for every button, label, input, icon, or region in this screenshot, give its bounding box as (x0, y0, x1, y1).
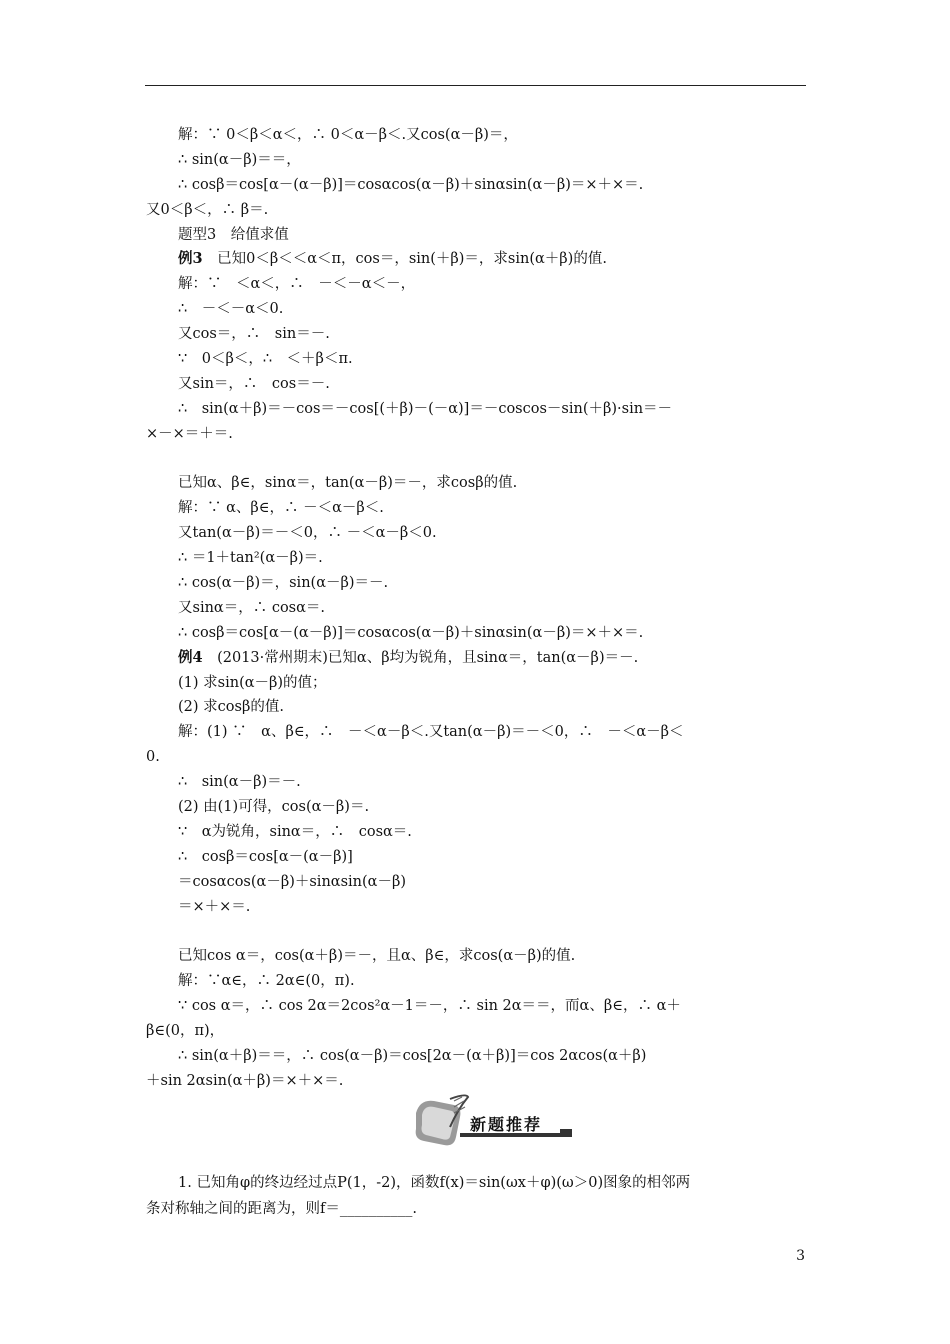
text-line (146, 621, 806, 646)
text-line (146, 596, 806, 621)
text-line (146, 671, 806, 696)
text-line (146, 1069, 806, 1094)
question-1-line-1: 1. 已知角φ的终边经过点P(1，-2)，函数f(x)＝sin(ωx＋φ)(ω＞0)图象的相邻两 (178, 1175, 691, 1191)
line-text: ∵ cos α＝，∴ cos 2α＝2cos²α－1＝－，∴ sin 2α＝＝，而α、β∈，∴ α＋ (178, 998, 681, 1015)
line-text: 解：∵α∈，∴ 2α∈(0，π). (178, 973, 355, 990)
text-line (146, 895, 806, 920)
line-text: ＋sin 2αsin(α＋β)＝×＋×＝. (146, 1072, 344, 1089)
text-line (146, 322, 806, 347)
text-line (146, 820, 806, 845)
text-line (146, 1044, 806, 1069)
text-line (146, 148, 806, 173)
text-line (146, 173, 806, 198)
line-text: 又sinα＝，∴ cosα＝. (178, 599, 326, 616)
text-line (146, 521, 806, 546)
line-text: 已知α、β∈，sinα＝，tan(α－β)＝－，求cosβ的值. (178, 475, 518, 492)
line-text: 0. (146, 749, 160, 766)
text-line (146, 297, 806, 322)
paragraph-gap (146, 920, 806, 945)
text-line (146, 496, 806, 521)
text-line (146, 471, 806, 496)
line-text: ∴ sin(α－β)＝－. (178, 774, 301, 791)
text-line (146, 198, 806, 223)
line-text: 题型3 给值求值 (178, 226, 289, 243)
example-label: 例4 (178, 648, 203, 666)
line-text: 又0＜β＜，∴ β＝. (146, 201, 269, 218)
text-line (146, 422, 806, 447)
line-text: ∴ sin(α＋β)＝－cos＝－cos[(＋β)－(－α)]＝－coscos－sin(＋β)·sin＝－ (178, 400, 673, 417)
text-line (146, 870, 806, 895)
line-text: (2) 求cosβ的值. (178, 699, 284, 716)
page-number: 3 (796, 1248, 805, 1264)
text-line (146, 770, 806, 795)
example-label: 例3 (178, 250, 203, 268)
header-rule (145, 85, 806, 86)
line-text: (1) 求sin(α－β)的值； (178, 674, 327, 691)
line-text: ∴ sin(α－β)＝＝， (178, 151, 301, 168)
line-text: 解：∵ 0＜β＜α＜，∴ 0＜α－β＜.又cos(α－β)＝， (178, 127, 518, 143)
line-text: (2) 由(1)可得，cos(α－β)＝. (178, 799, 370, 816)
text-line (146, 123, 806, 148)
text-line (146, 546, 806, 571)
text-line (146, 720, 806, 745)
line-text: 解：∵ ＜α＜，∴ －＜－α＜－， (178, 276, 416, 293)
text-line (146, 646, 806, 671)
line-text: 已知cos α＝，cos(α＋β)＝－，且α、β∈，求cos(α－β)的值. (178, 948, 576, 965)
question-1-line-2: 条对称轴之间的距离为，则f＝__________. (146, 1201, 417, 1217)
line-text: 又sin＝，∴ cos＝－. (178, 375, 330, 392)
text-line (146, 223, 806, 248)
text-line (146, 247, 806, 272)
scroll-quill-icon (416, 1095, 468, 1145)
line-text: β∈(0，π)， (146, 1023, 225, 1040)
paragraph-gap (146, 447, 806, 472)
line-text: ＝cosαcos(α－β)＋sinαsin(α－β) (178, 873, 406, 890)
line-text: ∴ cosβ＝cos[α－(α－β)]＝cosαcos(α－β)＋sinαsin(α－β)＝×＋×＝. (178, 624, 644, 641)
text-line (146, 397, 806, 422)
text-line (146, 795, 806, 820)
question-1 (146, 1170, 806, 1222)
solution-text (146, 123, 806, 1094)
line-text: ×－×＝＋＝. (146, 425, 233, 442)
line-text: ∴ ＝1＋tan²(α－β)＝. (178, 550, 323, 567)
line-text: 又tan(α－β)＝－＜0，∴ －＜α－β＜0. (178, 525, 437, 542)
banner-title: 新题推荐 (470, 1115, 543, 1134)
line-text: 又cos＝，∴ sin＝－. (178, 326, 330, 343)
text-line (146, 994, 806, 1019)
text-line (146, 347, 806, 372)
text-line (146, 969, 806, 994)
text-line (146, 571, 806, 596)
line-text: ∴ cosβ＝cos[α－(α－β)] (178, 848, 353, 865)
line-text: ∴ －＜－α＜0. (178, 301, 284, 318)
line-text: ＝×＋×＝. (178, 898, 251, 915)
line-text: ∵ α为锐角，sinα＝，∴ cosα＝. (178, 823, 412, 840)
line-text: ∴ cosβ＝cos[α－(α－β)]＝cosαcos(α－β)＋sinαsin(α－β)＝×＋×＝. (178, 176, 644, 193)
line-text: 解：∵ α、β∈，∴ －＜α－β＜. (178, 500, 384, 517)
text-line (146, 695, 806, 720)
line-text: ∴ cos(α－β)＝，sin(α－β)＝－. (178, 575, 389, 592)
text-line (146, 944, 806, 969)
text-line (146, 272, 806, 297)
text-line (146, 1019, 806, 1044)
text-line (146, 845, 806, 870)
line-text: 已知0＜β＜＜α＜π，cos＝，sin(＋β)＝，求sin(α＋β)的值. (202, 251, 607, 268)
line-text: ∵ 0＜β＜，∴ ＜＋β＜π. (178, 351, 353, 368)
text-line (146, 745, 806, 770)
line-text: ∴ sin(α＋β)＝＝，∴ cos(α－β)＝cos[2α－(α＋β)]＝cos 2αcos(α＋β) (178, 1047, 647, 1064)
line-text: 解：(1) ∵ α、β∈，∴ －＜α－β＜.又tan(α－β)＝－＜0，∴ －＜α－β＜ (178, 724, 684, 741)
text-line (146, 372, 806, 397)
line-text: (2013·常州期末)已知α、β均为锐角，且sinα＝，tan(α－β)＝－. (202, 649, 639, 666)
